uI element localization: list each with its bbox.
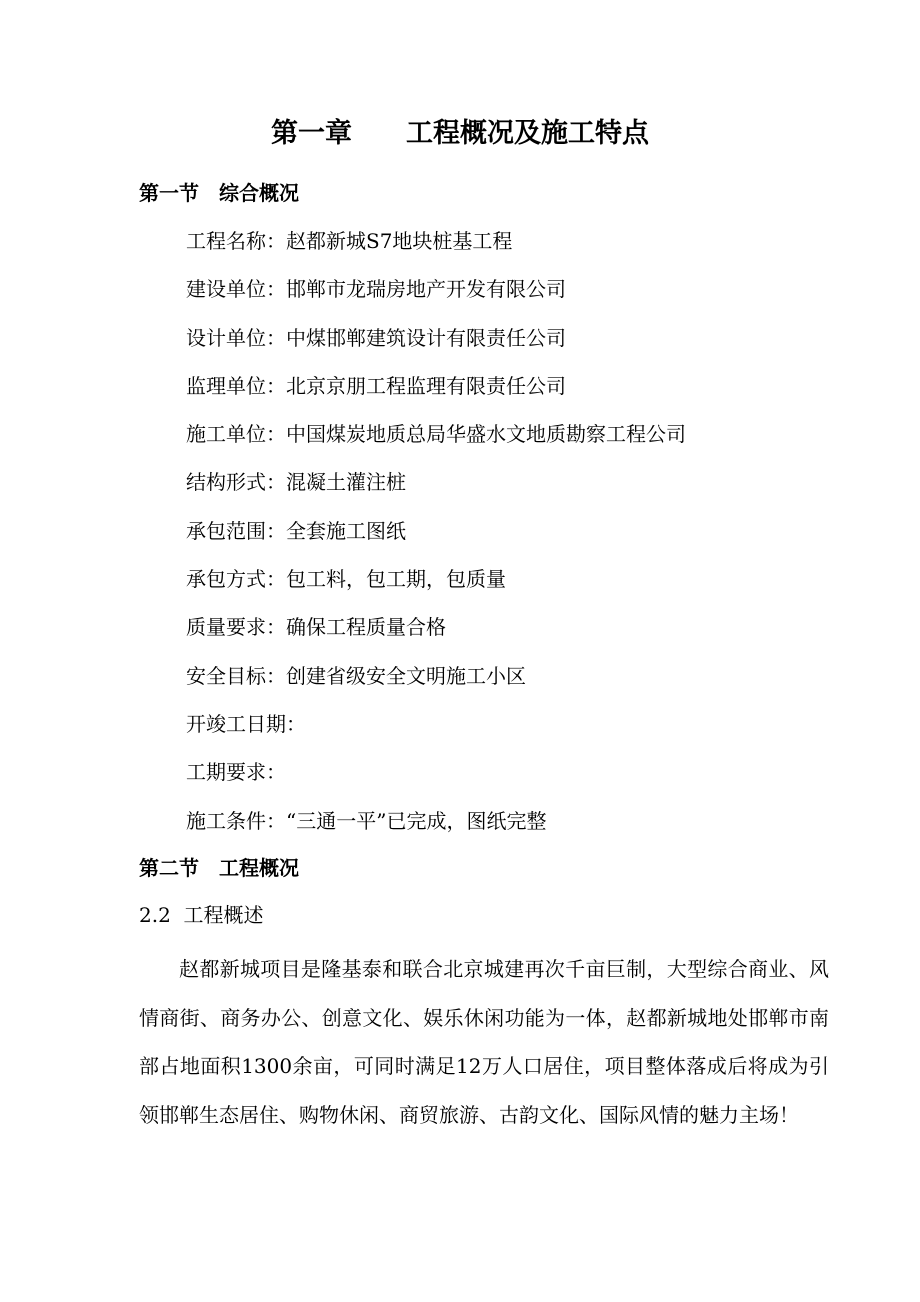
info-label: 承包范围： xyxy=(186,518,286,543)
info-row-designer xyxy=(186,323,686,371)
info-row-structure xyxy=(186,467,686,515)
info-label: 质量要求： xyxy=(186,615,286,640)
info-label: 安全目标： xyxy=(186,663,286,688)
info-row-scope xyxy=(186,516,686,564)
chapter-title: 第一章 工程概况及施工特点 xyxy=(271,118,649,149)
info-value: 北京京朋工程监理有限责任公司 xyxy=(286,373,566,398)
info-value: 全套施工图纸 xyxy=(286,518,406,543)
section-heading-overview: 第一节 综合概况 xyxy=(139,181,299,205)
info-row-project-name xyxy=(186,226,686,274)
info-value: 包工料，包工期，包质量 xyxy=(286,567,506,592)
info-label: 施工条件： xyxy=(186,808,286,833)
body-paragraph: 赵都新城项目是隆基泰和联合北京城建再次千亩巨制，大型综合商业、风情商街、商务办公、创意文化、娱乐休闲功能为一体，赵都新城地处邯郸市南部占地面积1300余亩，可同时满足12万人口居住，项目整体落成后将成为引领邯郸生态居住、购物休闲、商贸旅游、古韵文化、国际风情的魅力主场！ xyxy=(139,957,829,1127)
info-value: 混凝土灌注桩 xyxy=(286,470,406,495)
project-info-list xyxy=(186,226,686,854)
info-label: 工程名称： xyxy=(186,229,286,253)
info-value: 赵都新城S7地块桩基工程 xyxy=(286,229,513,253)
info-value: 确保工程质量合格 xyxy=(286,615,446,640)
info-label: 施工单位： xyxy=(186,422,286,447)
info-value: 中国煤炭地质总局华盛水文地质勘察工程公司 xyxy=(286,422,686,447)
section-heading-project: 第二节 工程概况 xyxy=(139,856,299,880)
info-row-dates xyxy=(186,709,686,757)
info-label: 建设单位： xyxy=(186,277,286,302)
info-value: “三通一平”已完成，图纸完整 xyxy=(286,808,547,833)
info-row-supervisor xyxy=(186,371,686,419)
info-label: 设计单位： xyxy=(186,325,286,350)
info-value: 邯郸市龙瑞房地产开发有限公司 xyxy=(286,277,566,302)
info-label: 结构形式： xyxy=(186,470,286,495)
info-label: 承包方式： xyxy=(186,567,286,592)
info-row-conditions xyxy=(186,806,686,854)
info-row-duration xyxy=(186,757,686,805)
info-row-quality xyxy=(186,612,686,660)
info-row-contract-mode xyxy=(186,564,686,612)
info-value: 中煤邯郸建筑设计有限责任公司 xyxy=(286,325,566,350)
info-label: 开竣工日期： xyxy=(186,711,306,736)
info-row-developer xyxy=(186,274,686,322)
info-value: 创建省级安全文明施工小区 xyxy=(286,663,526,688)
info-row-safety xyxy=(186,661,686,709)
subsection-heading: 2.2 工程概述 xyxy=(139,903,264,927)
info-row-contractor xyxy=(186,419,686,467)
info-label: 工期要求： xyxy=(186,760,286,785)
info-label: 监理单位： xyxy=(186,373,286,398)
